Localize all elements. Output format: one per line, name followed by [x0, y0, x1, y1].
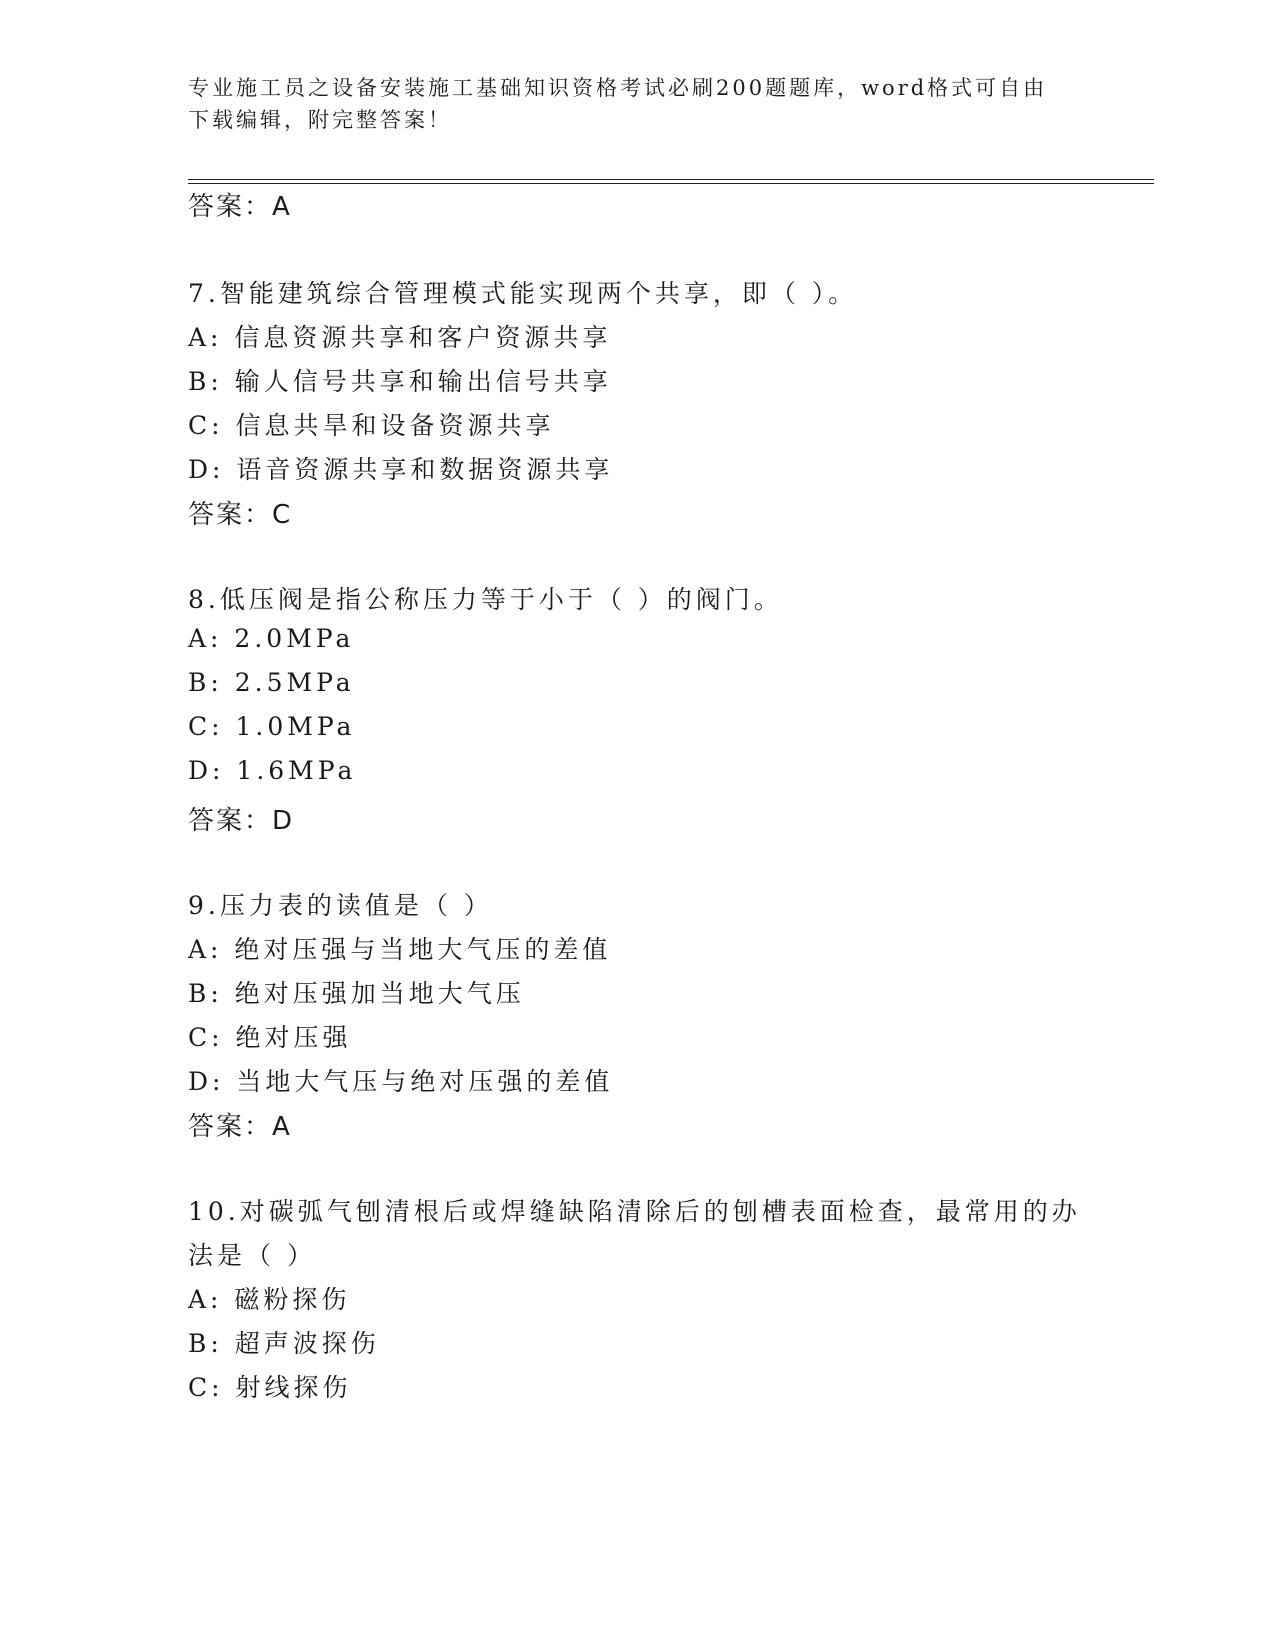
header-line-1: 专业施工员之设备安装施工基础知识资格考试必刷200题题库，word格式可自由: [188, 76, 1048, 100]
q8-option-a: A: 2.0MPa: [188, 624, 355, 653]
answer-q6: 答案：A: [188, 192, 292, 222]
question-10-line-1: 10.对碳弧气刨清根后或焊缝缺陷清除后的刨槽表面检查，最常用的办: [188, 1197, 1081, 1226]
q8-option-d: D: 1.6MPa: [188, 756, 357, 785]
q7-option-a: A: 信息资源共享和客户资源共享: [188, 323, 612, 352]
q7-option-b: B: 输人信号共享和输出信号共享: [188, 367, 612, 396]
q9-option-d: D: 当地大气压与绝对压强的差值: [188, 1067, 614, 1096]
question-10-line-2: 法是（ ）: [188, 1241, 316, 1270]
q8-option-c: C: 1.0MPa: [188, 712, 356, 741]
q9-option-c: C: 绝对压强: [188, 1023, 352, 1052]
answer-q7: 答案：C: [188, 500, 293, 530]
answer-q8: 答案：D: [188, 806, 295, 836]
q7-option-d: D: 语音资源共享和数据资源共享: [188, 455, 614, 484]
question-7: 7.智能建筑综合管理模式能实现两个共享，即（ ）。: [188, 279, 858, 308]
question-9: 9.压力表的读值是（ ）: [188, 891, 493, 920]
q9-option-b: B: 绝对压强加当地大气压: [188, 979, 525, 1008]
q8-option-b: B: 2.5MPa: [188, 668, 355, 697]
header-divider-bottom: [188, 183, 1154, 184]
q9-option-a: A: 绝对压强与当地大气压的差值: [188, 935, 612, 964]
answer-q9: 答案：A: [188, 1112, 292, 1142]
q10-option-a: A: 磁粉探伤: [188, 1285, 351, 1314]
header-line-2: 下载编辑，附完整答案！: [188, 108, 452, 132]
q10-option-c: C: 射线探伤: [188, 1373, 352, 1402]
header-divider-top: [188, 179, 1154, 180]
document-header: [188, 72, 1088, 136]
q10-option-b: B: 超声波探伤: [188, 1329, 380, 1358]
question-8: 8.低压阀是指公称压力等于小于（ ）的阀门。: [188, 585, 783, 614]
q7-option-c: C: 信息共旱和设备资源共享: [188, 411, 555, 440]
